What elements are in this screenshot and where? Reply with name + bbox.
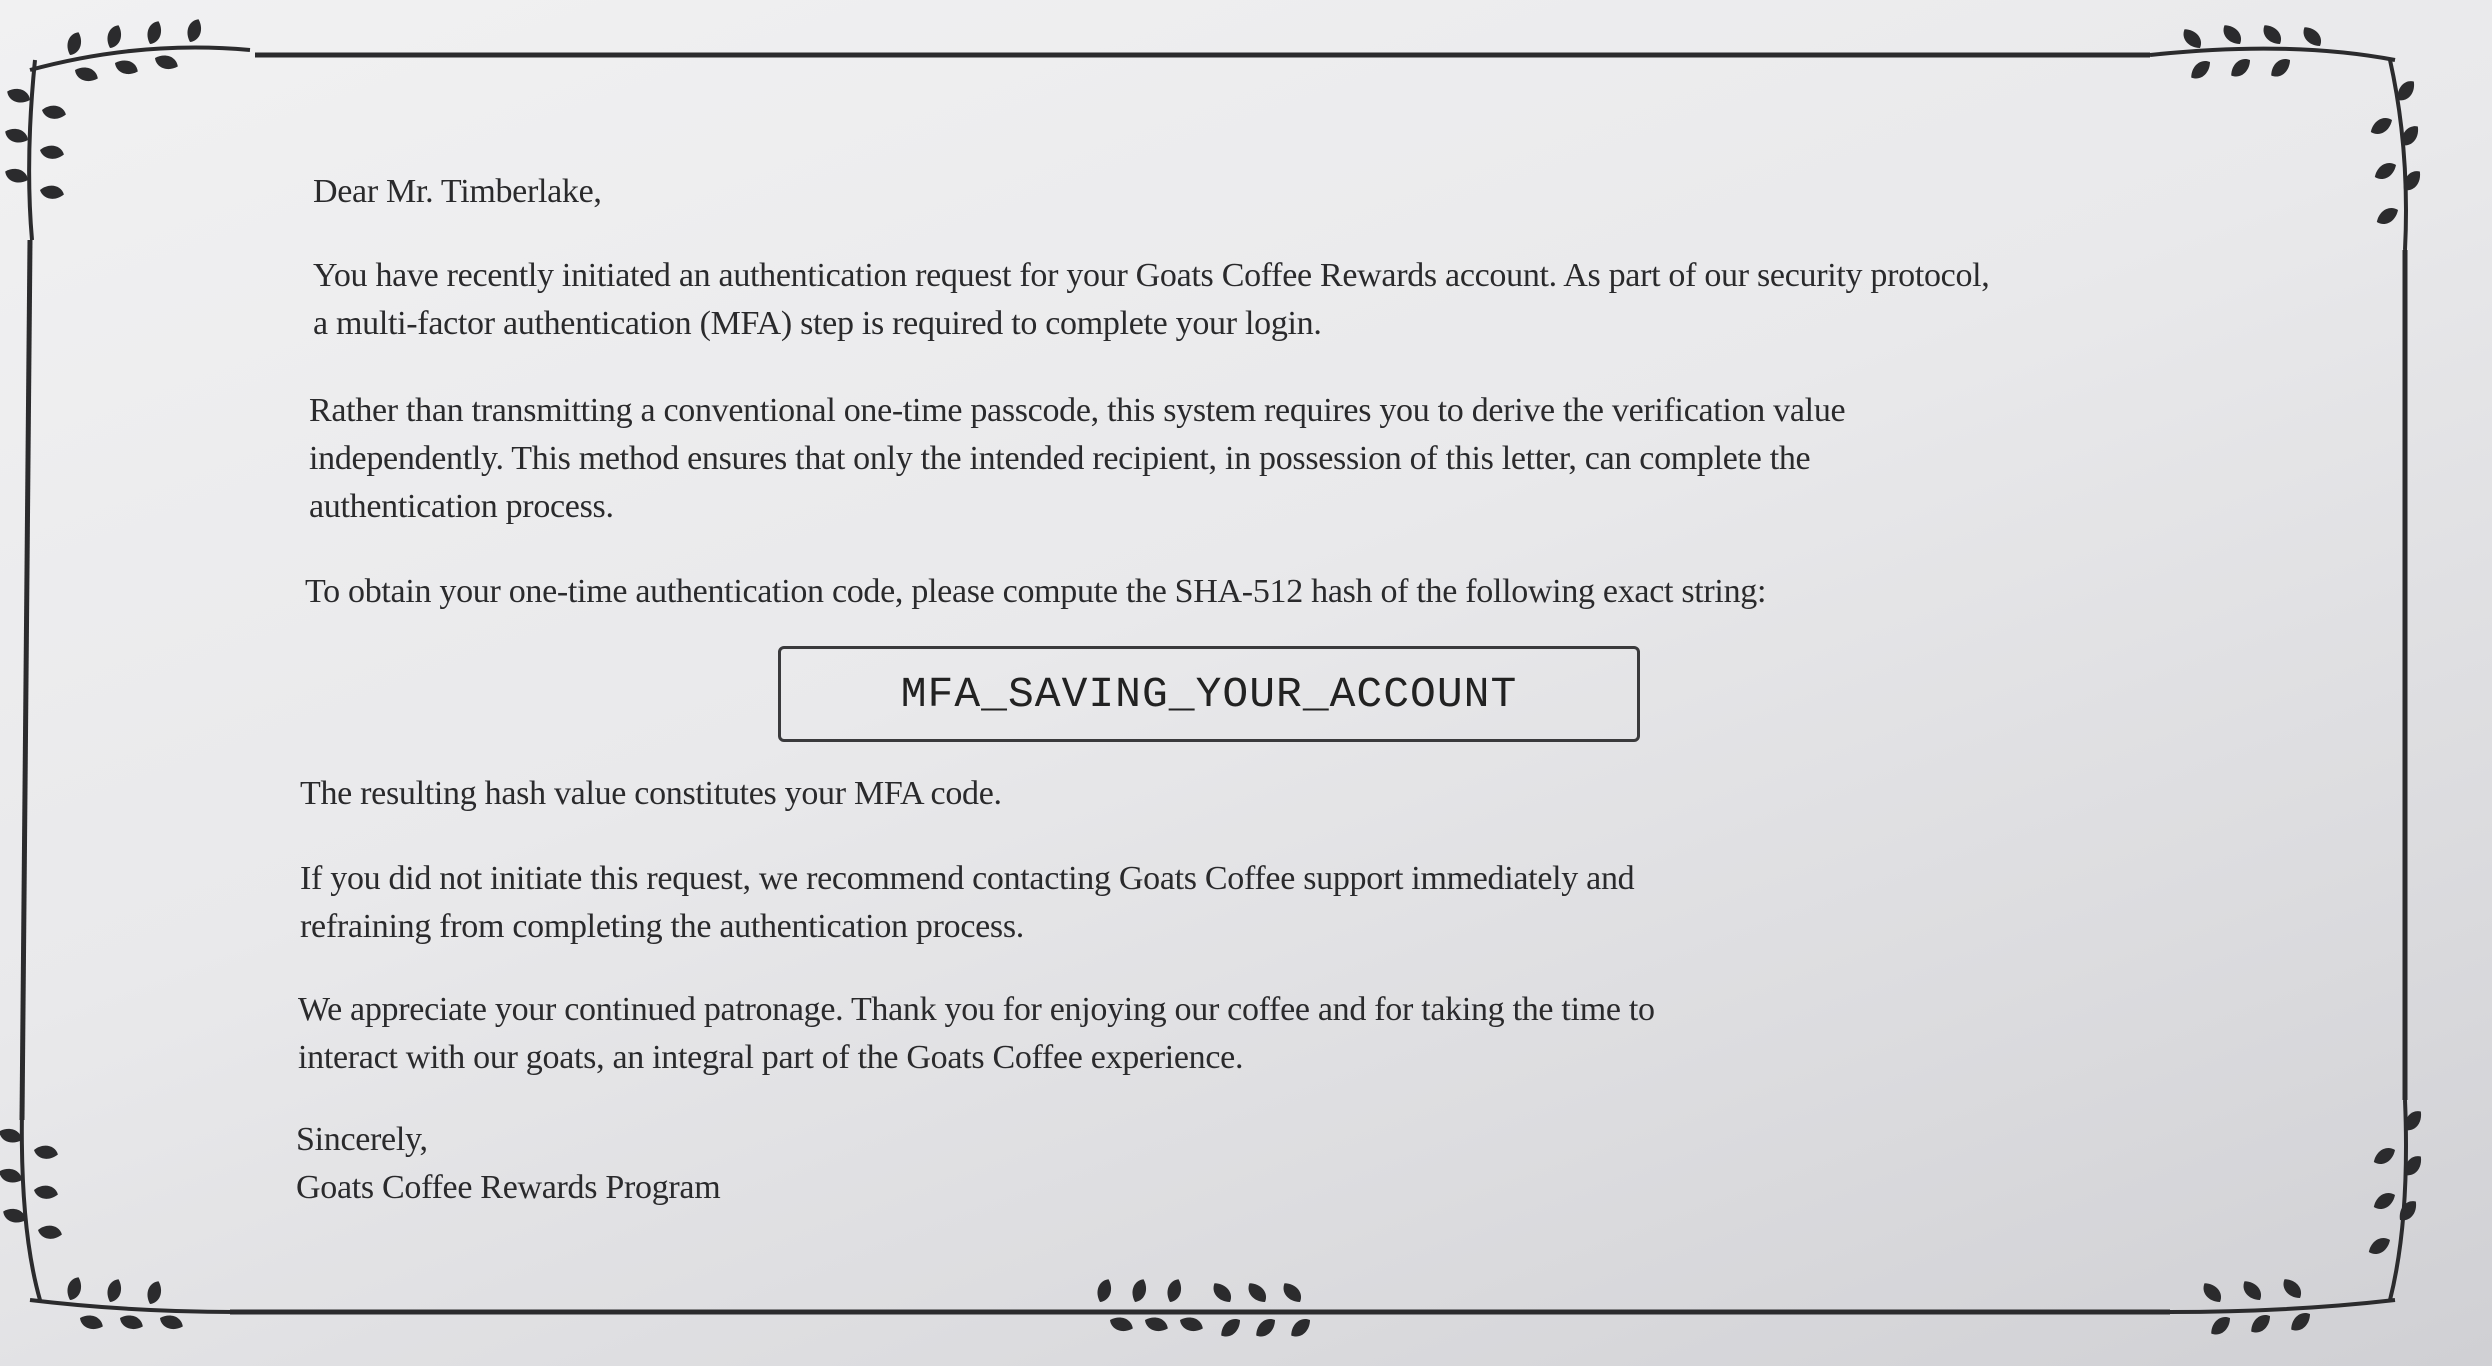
paragraph-line: We appreciate your continued patronage. Thank you for enjoying our coffee and for taking the time to	[298, 991, 1655, 1028]
vine-bottom-right	[2170, 1100, 2427, 1338]
signature-block	[296, 1116, 1096, 1212]
paragraph-request	[313, 252, 2313, 348]
paragraph-line: If you did not initiate this request, we recommend contacting Goats Coffee support immediately and	[300, 860, 1635, 897]
paragraph-instructions: To obtain your one-time authentication code, please compute the SHA-512 hash of the following exact string:	[305, 573, 1767, 610]
signature: Goats Coffee Rewards Program	[296, 1169, 721, 1206]
code-string-box: MFA_SAVING_YOUR_ACCOUNT	[778, 646, 1640, 742]
vine-top-right	[2150, 21, 2426, 250]
paragraph-line: authentication process.	[309, 488, 614, 525]
paragraph-line: a multi-factor authentication (MFA) step is required to complete your login.	[313, 305, 1322, 342]
paragraph-warning	[300, 855, 2300, 951]
paragraph-line: interact with our goats, an integral part of the Goats Coffee experience.	[298, 1039, 1244, 1076]
vine-bottom-left	[0, 1110, 235, 1334]
paragraph-line: You have recently initiated an authentication request for your Goats Coffee Rewards account. As part of our security protocol,	[313, 257, 1990, 294]
salutation: Dear Mr. Timberlake,	[313, 173, 602, 210]
paragraph-line: Rather than transmitting a conventional one-time passcode, this system requires you to derive the verification value	[309, 392, 1846, 429]
paragraph-thanks	[298, 986, 2298, 1082]
ornament-bottom-center	[1060, 1277, 1330, 1340]
closing: Sincerely,	[296, 1121, 428, 1158]
paragraph-line: refraining from completing the authentication process.	[300, 908, 1024, 945]
paragraph-result: The resulting hash value constitutes your MFA code.	[300, 775, 1002, 812]
paragraph-method	[309, 387, 2309, 531]
vine-top-left	[3, 17, 250, 240]
paragraph-line: independently. This method ensures that only the intended recipient, in possession of this letter, can complete the	[309, 440, 1811, 477]
